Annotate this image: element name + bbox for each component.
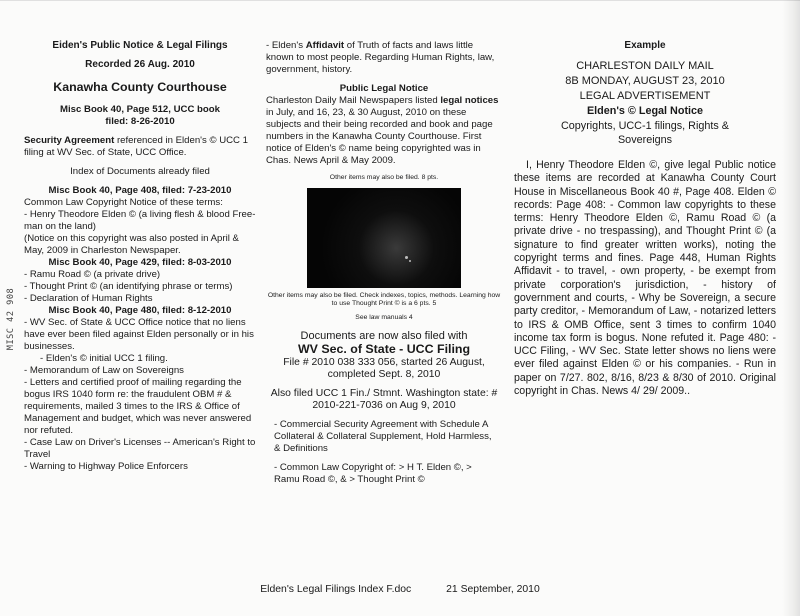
photo-caption: Other items may also be filed. Check indexes, topics, methods. Learning how to use Thought Print © is a 6 pts. 5 (267, 292, 501, 307)
footer-filename: Elden's Legal Filings Index F.doc (260, 584, 412, 595)
affidavit-item (266, 40, 502, 76)
recorded-date: Recorded 26 Aug. 2010 (85, 59, 195, 70)
misc-book-ucc: Misc Book 40, Page 512, UCC book (60, 104, 220, 115)
list-item-initial-ucc: - Elden's © initial UCC 1 filing. (40, 353, 168, 364)
common-law-notice: Common Law Copyright Notice of these terms: (24, 197, 223, 208)
notice-posted: (Notice on this copyright was also posted in April & May, 2009 in Charleston Newspaper. (24, 233, 239, 256)
list-item-case-law: - Case Law on Driver's Licenses -- American's Right to Travel (24, 437, 256, 460)
scan-shadow (782, 0, 800, 616)
left-column (24, 40, 256, 473)
list-item-henry: - Henry Theodore Elden © (a living flesh & blood Free-man on the land) (24, 209, 256, 232)
legal-notice-body: I, Henry Theodore Elden ©, give legal Public notice these items are recorded at Kanawha County Court House in Miscellaneous Book 40 #, Page 408. Elden © records: Page 408: - Common law copyrights to these terms: Henry Theodore Elden ©, Ramu Road © (a private drive - no trespassing), and Thought Print © (a signature to find greater written works), noting the copyright terms and fines. Page 448, Human Rights Affidavit - to travel, - own property, - be exempt from private corporation's jurisdiction, - history of government and courts, - Why be Sovereign, a secure party creditor, - Memorandum of Law, - notarized letters to IRS & OMB Office, sent 3 times to confirm 1040 income tax form is bogus. None refuted it. Page 480: - UCC Filing, - WV Sec. State letter shows no liens were ever filed against Elden © or his companies. - Run in paper on 7/27. 802, 8/16, 8/23 & 8/30 of 2010. Original copyright in Chas. News 4/ 29/ 2009.. (514, 159, 776, 398)
public-notice-rest: in July, and 16, 23, & 30 August, 2010 on these subjects and their being recorded and book and page numbers in the Kanawha County Courthouse. First notice of Elden's © name being copyrighted was in Chas. News April & May 2009. (266, 107, 493, 166)
index-heading: Index of Documents already filed (70, 166, 210, 177)
security-agreement-label: Security Agreement (24, 135, 115, 146)
left-title: Eiden's Public Notice & Legal Filings (52, 40, 228, 51)
photo-highlight (405, 256, 408, 259)
photo-caption-small: See law manuals 4 (355, 314, 413, 321)
list-item-letters: - Letters and certified proof of mailing regarding the bogus IRS 1040 form re: the fraudulent OBM # & requirements, mailed 3 times to the IRS & Office of Management and budget, which was never answered nor refuted. (24, 377, 252, 436)
courthouse-heading: Kanawha County Courthouse (53, 80, 227, 94)
also-filed: Also filed UCC 1 Fin./ Stmnt. Washington state: # 2010-221-7036 on Aug 9, 2010 (270, 388, 498, 411)
misc-book-408: Misc Book 40, Page 408, filed: 7-23-2010 (48, 185, 232, 196)
wv-ucc-filing-heading: WV Sec. of State - UCC Filing (297, 342, 471, 356)
list-item-memorandum: - Memorandum of Law on Sovereigns (24, 365, 184, 376)
side-stamp (2, 276, 14, 366)
newspaper-name: CHARLESTON DAILY MAIL (576, 60, 714, 72)
page-footer (0, 584, 800, 595)
legal-notice-title: Elden's © Legal Notice (586, 105, 704, 117)
security-agreement (24, 135, 256, 159)
security-agreement-text: referenced in Elden's © UCC 1 filing at WV Sec. of State, UCC Office. (24, 135, 248, 158)
legal-advertisement: LEGAL ADVERTISEMENT (579, 90, 711, 102)
scan-edge (0, 0, 800, 1)
misc-book-480: Misc Book 40, Page 480, filed: 8-12-2010 (48, 305, 232, 316)
footer-date: 21 September, 2010 (446, 584, 540, 595)
list-item-thought-print: - Thought Print © (an identifying phrase or terms) (24, 281, 233, 292)
dark-photo (307, 188, 461, 288)
file-number: File # 2010 038 333 056, started 26 August, completed Sept. 8, 2010 (283, 357, 485, 380)
list-item-ramu: - Ramu Road © (a private drive) (24, 269, 161, 280)
affidavit-label: Affidavit (305, 40, 345, 51)
right-column (514, 40, 776, 398)
public-legal-notice-heading: Public Legal Notice (339, 83, 429, 94)
side-stamp-text: MISC 42 908 (6, 287, 16, 351)
affidavit-text: of Truth of facts and laws little known to most people. Regarding Human Rights, law, government, history. (266, 40, 495, 75)
list-item-wv-sec: - WV Sec. of State & UCC Office notice that no liens have ever been filed against Elden personally or in his businesses. (24, 317, 254, 352)
edition-line: 8B MONDAY, AUGUST 23, 2010 (565, 75, 725, 87)
list-item-warning: - Warning to Highway Police Enforcers (24, 461, 188, 472)
misc-book-ucc-filed: filed: 8-26-2010 (105, 116, 175, 127)
common-law-copyright: - Common Law Copyright of: > H T. Elden ©, > Ramu Road ©, & > Thought Print © (274, 462, 472, 485)
documents-now-filed: Documents are now also filed with (300, 330, 468, 342)
middle-column (266, 40, 502, 486)
public-notice-prefix: Charleston Daily Mail Newspapers listed (266, 95, 441, 106)
public-legal-notice-text (266, 95, 502, 167)
other-items-caption: Other items may also be filed. 8 pts. (329, 174, 439, 181)
photo-highlight (409, 260, 411, 262)
example-label: Example (624, 40, 666, 51)
public-notice-bold: legal notices (440, 95, 499, 106)
misc-book-429: Misc Book 40, Page 429, filed: 8-03-2010 (48, 257, 232, 268)
commercial-agreement: - Commercial Security Agreement with Schedule A Collateral & Collateral Supplement, Hold Harmless, & Definitions (274, 419, 492, 454)
affidavit-prefix: - Elden's (266, 40, 306, 51)
list-item-declaration: - Declaration of Human Rights (24, 293, 153, 304)
copyrights-subtitle: Copyrights, UCC-1 filings, Rights & Sovereigns (560, 120, 729, 146)
